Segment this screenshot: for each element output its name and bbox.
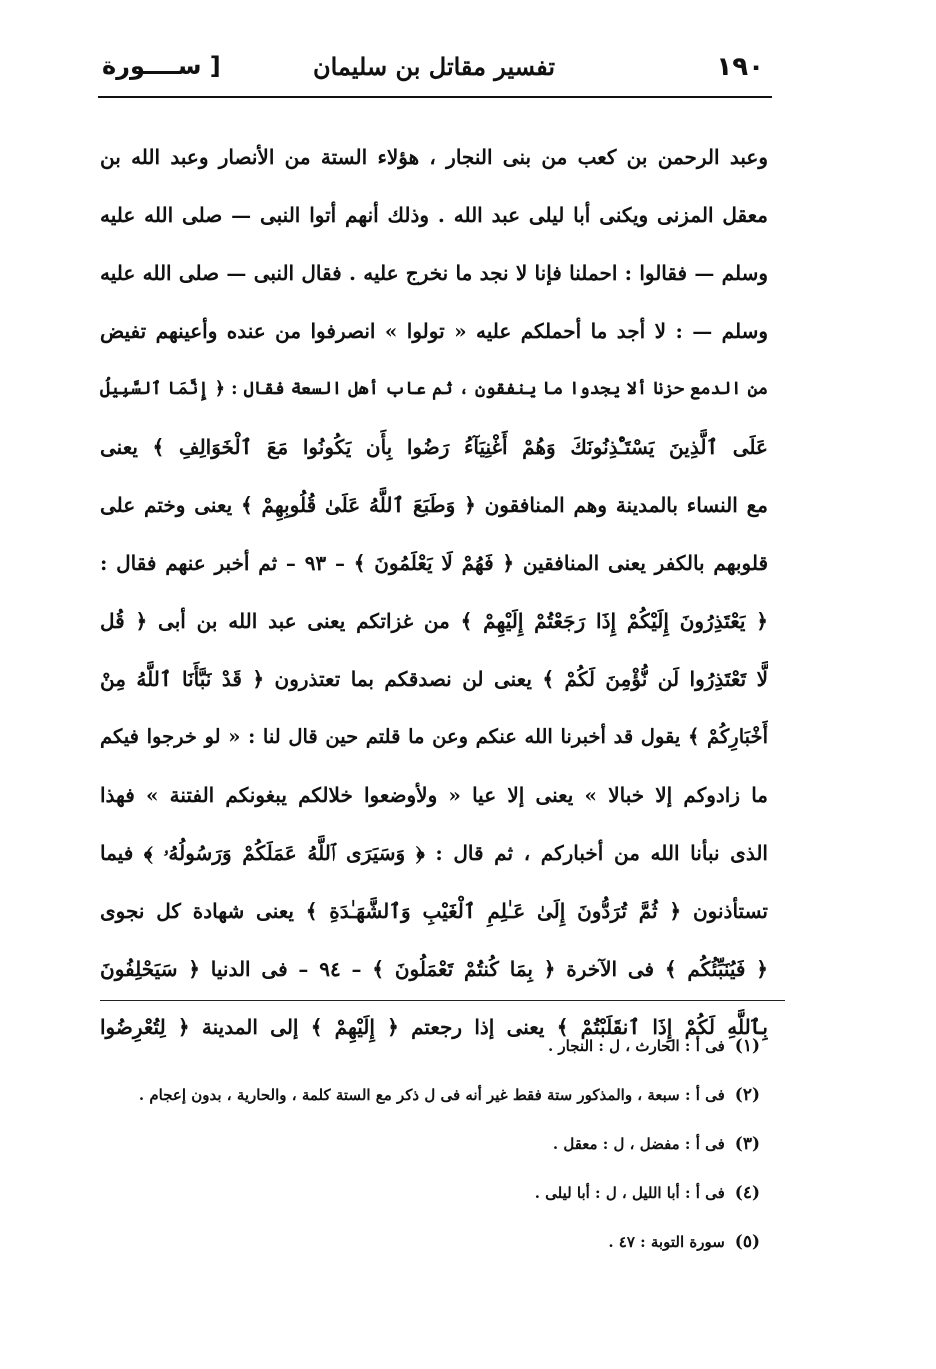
surah-label: [ ســــورة [102, 52, 221, 80]
footnotes [120, 1022, 760, 1267]
text-line: الذى نبأنا الله من أخباركم ، ثم قال : ﴿ وَسَيَرَى ٱللَّهُ عَمَلَكُمْ وَرَسُولُهُۥ ﴾ فيما [100, 841, 768, 865]
footnote-text: فى أ : سبعة ، والمذكور ستة فقط غير أنه فى ل ذكر مع الستة كلمة ، والحارية ، بدون إعجام . [138, 1086, 725, 1104]
text-line: ما زادوكم إلا خبالا » يعنى إلا عيا « ولأوضعوا خلالكم يبغونكم الفتنة » فهذا [100, 783, 768, 807]
text-line: وعبد الرحمن بن كعب من بنى النجار ، هؤلاء الستة من الأنصار وعبد الله بن [100, 145, 768, 169]
text-line: بِٱللَّهِ لَكُمْ إِذَا ٱنقَلَبْتُمْ ﴾ يعنى إذا رجعتم ﴿ إِلَيْهِمْ ﴾ إلى المدينة ﴿ لِتُعْرِضُوا [100, 1015, 768, 1039]
text-line: وسلم — فقالوا : احملنا فإنا لا نجد ما نخرج عليه . فقال النبى — صلى الله عليه [100, 261, 768, 285]
footnote-number: (١) [734, 1036, 760, 1056]
book-title: تفسير مقاتل بن سليمان [312, 52, 556, 81]
header-divider [98, 96, 772, 98]
text-line: أَخْبَارِكُمْ ﴾ يقول قد أخبرنا الله عنكم وعن ما قلتم حين قال لنا : « لو خرجوا فيكم [100, 725, 768, 748]
footnote-divider [100, 1000, 785, 1001]
text-line: من الدمع حزنا ألا يجدوا ما ينفقون ، ثم عاب أهل السعة فقال : ﴿ إِنَّمَا ٱلسَّبِيلُ [100, 379, 768, 399]
text-line: ﴿ فَيُنَبِّئُكُم ﴾ فى الآخرة ﴿ بِمَا كُنتُمْ تَعْمَلُونَ ﴾ – ٩٤ – فى الدنيا ﴿ سَيَحْلِفُونَ [100, 957, 768, 981]
footnote-number: (٤) [734, 1183, 760, 1203]
footnote-text: فى أ : مفضل ، ل : معقل . [552, 1135, 725, 1153]
main-text [100, 128, 768, 1056]
footnote-number: (٣) [734, 1134, 760, 1154]
footnote-text: فى أ : الحارث ، ل : النجار . [547, 1037, 725, 1055]
text-line: مع النساء بالمدينة وهم المنافقون ﴿ وَطَبَعَ ٱللَّهُ عَلَىٰ قُلُوبِهِمْ ﴾ يعنى وختم على [100, 493, 768, 517]
text-line: قلوبهم بالكفر يعنى المنافقين ﴿ فَهُمْ لَا يَعْلَمُونَ ﴾ – ٩٣ – ثم أخبر عنهم فقال : [100, 551, 768, 575]
footnote [120, 1022, 760, 1071]
footnote-text: فى أ : أبا الليل ، ل : أبا ليلى . [534, 1184, 725, 1202]
text-line: وسلم — : لا أجد ما أحملكم عليه « تولوا » انصرفوا من عنده وأعينهم تفيض [100, 319, 768, 343]
text-line: معقل المزنى ويكنى أبا ليلى عبد الله . وذلك أنهم أتوا النبى — صلى الله عليه [100, 203, 768, 227]
text-line: عَلَى ٱلَّذِينَ يَسْتَـْٔذِنُونَكَ وَهُمْ أَغْنِيَآءُ رَضُوا بِأَن يَكُونُوا مَعَ ٱلْخَوَالِفِ ﴾ يعنى [100, 435, 768, 459]
footnote-text: سورة التوبة : ٤٧ . [608, 1233, 725, 1251]
footnote [120, 1169, 760, 1218]
text-line: تستأذنون ﴿ ثُمَّ تُرَدُّونَ إِلَىٰ عَـٰلِمِ ٱلْغَيْبِ وَٱلشَّهَـٰدَةِ ﴾ يعنى شهادة كل نجوى [100, 899, 768, 923]
footnote-number: (٥) [734, 1232, 760, 1252]
page-header [98, 46, 770, 90]
footnote [120, 1120, 760, 1169]
footnote-number: (٢) [734, 1085, 760, 1105]
footnote [120, 1218, 760, 1267]
text-line: لَّا تَعْتَذِرُوا لَن نُّؤْمِنَ لَكُمْ ﴾ يعنى لن نصدقكم بما تعتذرون ﴿ قَدْ نَبَّأَنَا ٱللَّهُ مِنْ [100, 667, 768, 691]
text-line: ﴿ يَعْتَذِرُونَ إِلَيْكُمْ إِذَا رَجَعْتُمْ إِلَيْهِمْ ﴾ من غزاتكم يعنى عبد الله بن أبى ﴿ قُل [100, 609, 768, 633]
page-number: ١٩٠ [716, 52, 764, 82]
footnote [120, 1071, 760, 1120]
